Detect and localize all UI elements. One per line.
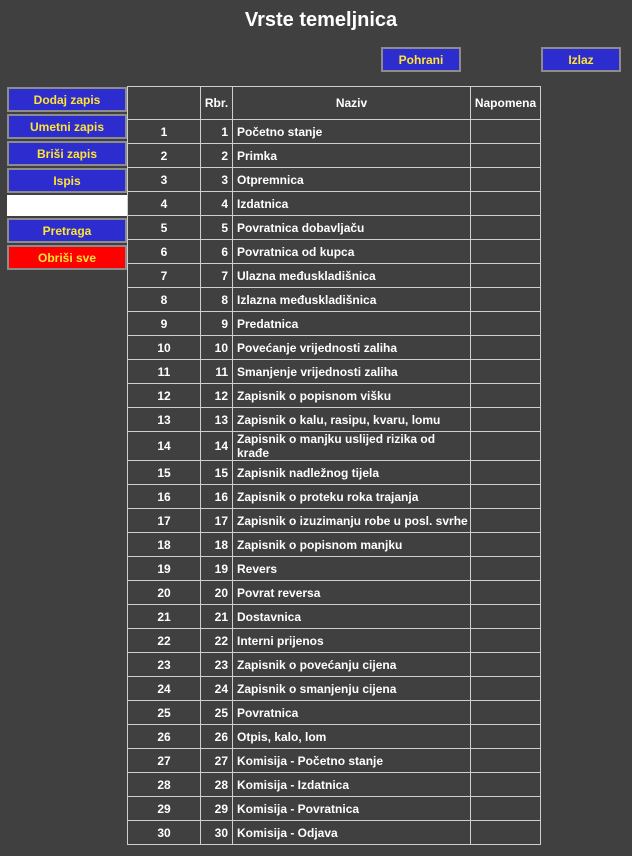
- row-napomena-cell[interactable]: [471, 336, 541, 360]
- row-napomena-cell[interactable]: [471, 629, 541, 653]
- save-button[interactable]: Pohrani: [381, 47, 461, 72]
- row-napomena-cell[interactable]: [471, 144, 541, 168]
- row-index-cell[interactable]: 24: [128, 677, 201, 701]
- row-naziv-cell[interactable]: Povratnica: [233, 701, 471, 725]
- row-rbr-cell[interactable]: 22: [201, 629, 233, 653]
- table-row[interactable]: [128, 797, 541, 821]
- row-rbr-cell[interactable]: 18: [201, 533, 233, 557]
- row-napomena-cell[interactable]: [471, 701, 541, 725]
- row-napomena-cell[interactable]: [471, 557, 541, 581]
- row-naziv-cell[interactable]: Otpis, kalo, lom: [233, 725, 471, 749]
- row-index-cell[interactable]: 25: [128, 701, 201, 725]
- row-rbr-cell[interactable]: 24: [201, 677, 233, 701]
- table-header-row: [128, 87, 541, 120]
- row-napomena-cell[interactable]: [471, 384, 541, 408]
- header-rbr[interactable]: Rbr.: [201, 87, 233, 120]
- row-index-cell[interactable]: 13: [128, 408, 201, 432]
- add-record-button[interactable]: Dodaj zapis: [7, 87, 127, 112]
- row-naziv-cell[interactable]: Povratnica od kupca: [233, 240, 471, 264]
- table-row[interactable]: [128, 725, 541, 749]
- table-row[interactable]: [128, 821, 541, 845]
- row-naziv-cell[interactable]: Komisija - Izdatnica: [233, 773, 471, 797]
- table-row[interactable]: [128, 144, 541, 168]
- row-index-cell[interactable]: 20: [128, 581, 201, 605]
- row-naziv-cell[interactable]: Zapisnik o proteku roka trajanja: [233, 485, 471, 509]
- row-naziv-cell[interactable]: Predatnica: [233, 312, 471, 336]
- row-napomena-cell[interactable]: [471, 168, 541, 192]
- row-rbr-cell[interactable]: 28: [201, 773, 233, 797]
- header-naziv[interactable]: Naziv: [233, 87, 471, 120]
- row-index-cell[interactable]: 11: [128, 360, 201, 384]
- row-rbr-cell[interactable]: 26: [201, 725, 233, 749]
- row-naziv-cell[interactable]: Ulazna međuskladišnica: [233, 264, 471, 288]
- table-row[interactable]: [128, 629, 541, 653]
- row-rbr-cell[interactable]: 4: [201, 192, 233, 216]
- row-naziv-cell[interactable]: Izdatnica: [233, 192, 471, 216]
- row-naziv-cell[interactable]: Primka: [233, 144, 471, 168]
- row-index-cell[interactable]: 19: [128, 557, 201, 581]
- table-row[interactable]: [128, 168, 541, 192]
- row-index-cell[interactable]: 12: [128, 384, 201, 408]
- row-napomena-cell[interactable]: [471, 773, 541, 797]
- table-row[interactable]: [128, 701, 541, 725]
- row-rbr-cell[interactable]: 3: [201, 168, 233, 192]
- sidebar: [7, 87, 127, 272]
- row-rbr-cell[interactable]: 10: [201, 336, 233, 360]
- row-index-cell[interactable]: 28: [128, 773, 201, 797]
- table-row[interactable]: [128, 240, 541, 264]
- row-index-cell[interactable]: 3: [128, 168, 201, 192]
- row-rbr-cell[interactable]: 8: [201, 288, 233, 312]
- row-naziv-cell[interactable]: Interni prijenos: [233, 629, 471, 653]
- row-index-cell[interactable]: 9: [128, 312, 201, 336]
- row-index-cell[interactable]: 18: [128, 533, 201, 557]
- row-rbr-cell[interactable]: 15: [201, 461, 233, 485]
- row-napomena-cell[interactable]: [471, 653, 541, 677]
- row-naziv-cell[interactable]: Zapisnik o smanjenju cijena: [233, 677, 471, 701]
- row-index-cell[interactable]: 5: [128, 216, 201, 240]
- row-naziv-cell[interactable]: Zapisnik o izuzimanju robe u posl. svrhe: [233, 509, 471, 533]
- row-rbr-cell[interactable]: 16: [201, 485, 233, 509]
- row-rbr-cell[interactable]: 14: [201, 432, 233, 461]
- table-row[interactable]: [128, 384, 541, 408]
- header-napomena[interactable]: Napomena: [471, 87, 541, 120]
- row-napomena-cell[interactable]: [471, 216, 541, 240]
- row-rbr-cell[interactable]: 13: [201, 408, 233, 432]
- row-napomena-cell[interactable]: [471, 797, 541, 821]
- row-naziv-cell[interactable]: Dostavnica: [233, 605, 471, 629]
- row-rbr-cell[interactable]: 9: [201, 312, 233, 336]
- row-naziv-cell[interactable]: Zapisnik o kalu, rasipu, kvaru, lomu: [233, 408, 471, 432]
- row-napomena-cell[interactable]: [471, 432, 541, 461]
- row-naziv-cell[interactable]: Izlazna međuskladišnica: [233, 288, 471, 312]
- row-index-cell[interactable]: 23: [128, 653, 201, 677]
- row-index-cell[interactable]: 22: [128, 629, 201, 653]
- row-napomena-cell[interactable]: [471, 725, 541, 749]
- row-rbr-cell[interactable]: 25: [201, 701, 233, 725]
- table-row[interactable]: [128, 773, 541, 797]
- row-index-cell[interactable]: 8: [128, 288, 201, 312]
- table-row[interactable]: [128, 605, 541, 629]
- row-index-cell[interactable]: 15: [128, 461, 201, 485]
- row-index-cell[interactable]: 27: [128, 749, 201, 773]
- exit-button[interactable]: Izlaz: [541, 47, 621, 72]
- row-rbr-cell[interactable]: 2: [201, 144, 233, 168]
- row-napomena-cell[interactable]: [471, 288, 541, 312]
- row-napomena-cell[interactable]: [471, 408, 541, 432]
- row-napomena-cell[interactable]: [471, 360, 541, 384]
- table-row[interactable]: [128, 120, 541, 144]
- table-row[interactable]: [128, 653, 541, 677]
- row-naziv-cell[interactable]: Zapisnik o povećanju cijena: [233, 653, 471, 677]
- row-index-cell[interactable]: 2: [128, 144, 201, 168]
- row-rbr-cell[interactable]: 29: [201, 797, 233, 821]
- row-naziv-cell[interactable]: Povratnica dobavljaču: [233, 216, 471, 240]
- table-row[interactable]: [128, 432, 541, 461]
- row-rbr-cell[interactable]: 27: [201, 749, 233, 773]
- row-index-cell[interactable]: 4: [128, 192, 201, 216]
- row-naziv-cell[interactable]: Otpremnica: [233, 168, 471, 192]
- row-naziv-cell[interactable]: Povećanje vrijednosti zaliha: [233, 336, 471, 360]
- row-naziv-cell[interactable]: Povrat reversa: [233, 581, 471, 605]
- table-row[interactable]: [128, 216, 541, 240]
- print-button[interactable]: Ispis: [7, 168, 127, 193]
- row-napomena-cell[interactable]: [471, 749, 541, 773]
- table-row[interactable]: [128, 264, 541, 288]
- row-napomena-cell[interactable]: [471, 533, 541, 557]
- row-naziv-cell[interactable]: Smanjenje vrijednosti zaliha: [233, 360, 471, 384]
- row-napomena-cell[interactable]: [471, 264, 541, 288]
- row-napomena-cell[interactable]: [471, 240, 541, 264]
- row-index-cell[interactable]: 21: [128, 605, 201, 629]
- row-napomena-cell[interactable]: [471, 485, 541, 509]
- page-title: Vrste temeljnica: [244, 9, 398, 31]
- row-naziv-cell[interactable]: Revers: [233, 557, 471, 581]
- row-rbr-cell[interactable]: 30: [201, 821, 233, 845]
- table-row[interactable]: [128, 677, 541, 701]
- row-index-cell[interactable]: 7: [128, 264, 201, 288]
- search-button[interactable]: Pretraga: [7, 218, 127, 243]
- row-rbr-cell[interactable]: 5: [201, 216, 233, 240]
- row-index-cell[interactable]: 1: [128, 120, 201, 144]
- row-rbr-cell[interactable]: 6: [201, 240, 233, 264]
- row-rbr-cell[interactable]: 11: [201, 360, 233, 384]
- row-napomena-cell[interactable]: [471, 312, 541, 336]
- row-napomena-cell[interactable]: [471, 461, 541, 485]
- table-body: [128, 120, 541, 845]
- row-napomena-cell[interactable]: [471, 581, 541, 605]
- table-row[interactable]: [128, 581, 541, 605]
- table-row[interactable]: [128, 533, 541, 557]
- header-index: [128, 87, 201, 120]
- table-row[interactable]: [128, 509, 541, 533]
- row-index-cell[interactable]: 26: [128, 725, 201, 749]
- table-row[interactable]: [128, 312, 541, 336]
- delete-record-button[interactable]: Briši zapis: [7, 141, 127, 166]
- row-rbr-cell[interactable]: 1: [201, 120, 233, 144]
- row-napomena-cell[interactable]: [471, 821, 541, 845]
- row-naziv-cell[interactable]: Zapisnik o popisnom manjku: [233, 533, 471, 557]
- row-naziv-cell[interactable]: Komisija - Odjava: [233, 821, 471, 845]
- row-index-cell[interactable]: 17: [128, 509, 201, 533]
- row-index-cell[interactable]: 14: [128, 432, 201, 461]
- records-table: [127, 86, 541, 845]
- row-naziv-cell[interactable]: Zapisnik o manjku uslijed rizika od krađe: [233, 432, 471, 461]
- row-naziv-cell[interactable]: Komisija - Početno stanje: [233, 749, 471, 773]
- clear-all-button[interactable]: Obriši sve: [7, 245, 127, 270]
- row-rbr-cell[interactable]: 23: [201, 653, 233, 677]
- row-rbr-cell[interactable]: 7: [201, 264, 233, 288]
- row-index-cell[interactable]: 16: [128, 485, 201, 509]
- row-napomena-cell[interactable]: [471, 605, 541, 629]
- table-row[interactable]: [128, 288, 541, 312]
- row-naziv-cell[interactable]: Zapisnik nadležnog tijela: [233, 461, 471, 485]
- row-rbr-cell[interactable]: 21: [201, 605, 233, 629]
- row-napomena-cell[interactable]: [471, 677, 541, 701]
- row-naziv-cell[interactable]: Zapisnik o popisnom višku: [233, 384, 471, 408]
- row-index-cell[interactable]: 6: [128, 240, 201, 264]
- table-row[interactable]: [128, 360, 541, 384]
- row-napomena-cell[interactable]: [471, 120, 541, 144]
- table-row[interactable]: [128, 557, 541, 581]
- row-naziv-cell[interactable]: Komisija - Povratnica: [233, 797, 471, 821]
- row-rbr-cell[interactable]: 19: [201, 557, 233, 581]
- insert-record-button[interactable]: Umetni zapis: [7, 114, 127, 139]
- table-row[interactable]: [128, 408, 541, 432]
- table-row[interactable]: [128, 461, 541, 485]
- row-index-cell[interactable]: 29: [128, 797, 201, 821]
- row-rbr-cell[interactable]: 20: [201, 581, 233, 605]
- row-rbr-cell[interactable]: 17: [201, 509, 233, 533]
- table-row[interactable]: [128, 192, 541, 216]
- row-naziv-cell[interactable]: Početno stanje: [233, 120, 471, 144]
- row-rbr-cell[interactable]: 12: [201, 384, 233, 408]
- table-row[interactable]: [128, 336, 541, 360]
- row-index-cell[interactable]: 30: [128, 821, 201, 845]
- row-index-cell[interactable]: 10: [128, 336, 201, 360]
- table-row[interactable]: [128, 485, 541, 509]
- table-row[interactable]: [128, 749, 541, 773]
- search-input[interactable]: [7, 195, 127, 216]
- row-napomena-cell[interactable]: [471, 192, 541, 216]
- row-napomena-cell[interactable]: [471, 509, 541, 533]
